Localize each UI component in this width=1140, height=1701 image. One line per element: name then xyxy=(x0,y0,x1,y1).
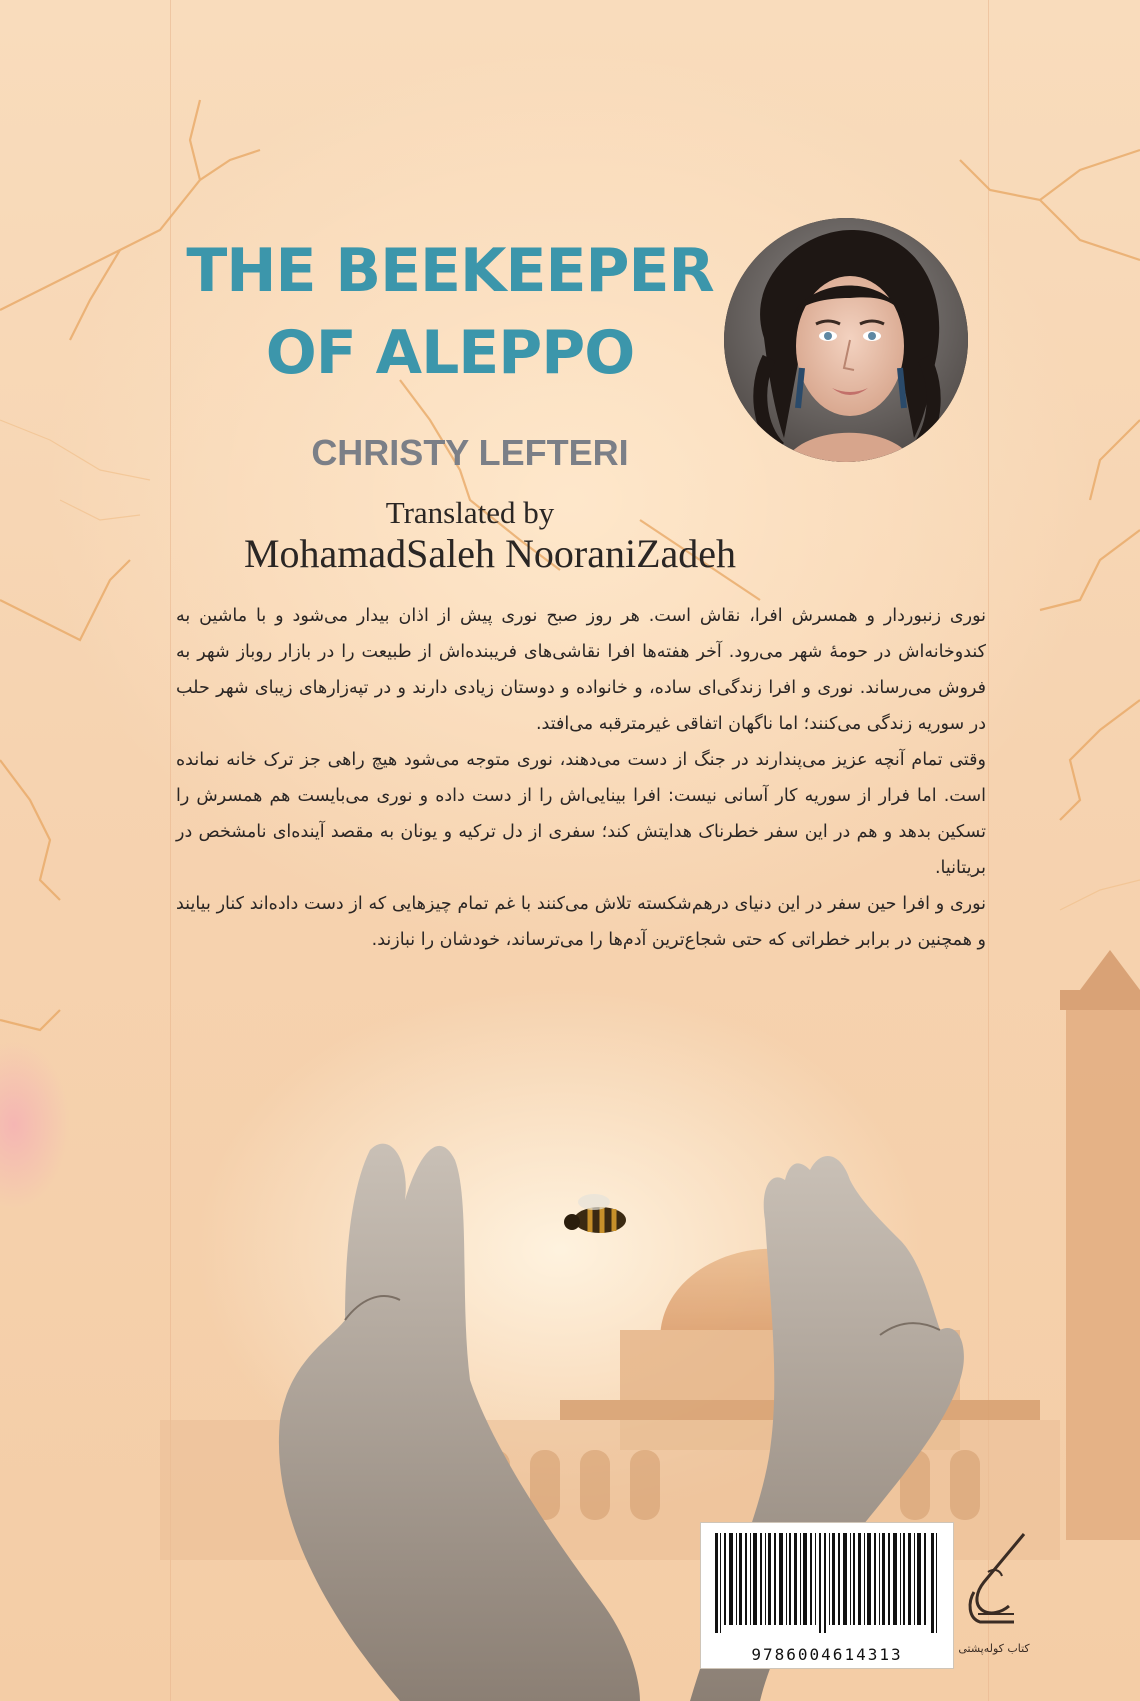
bee-icon xyxy=(564,1194,626,1233)
isbn-barcode xyxy=(700,1522,954,1669)
isbn-number: 9786004614313 xyxy=(751,1645,903,1664)
backpack-book-logo-icon xyxy=(954,1522,1034,1632)
publisher-logo xyxy=(954,1522,1034,1667)
blurb-paragraph: وقتی تمام آنچه عزیز می‌پندارند در جنگ از دست می‌دهند، نوری متوجه می‌شود هیچ راهی جز ترک خانه نمانده است. اما فرار از سوریه کار آسانی نیست: افرا بینایی‌اش را از دست داده و نوری می‌بایست هم همسرش را تسکین بدهد و هم در این سفر خطرناک هدایتش کند؛ سفری از دل ترکیه و یونان به مقصد آینده‌ای نامشخص در بریتانیا. xyxy=(176,750,986,878)
publisher-name: کتاب کوله‌پشتی xyxy=(958,1642,1030,1655)
translated-by-label: Translated by xyxy=(385,495,555,530)
book-title-line-2: OF ALEPPO xyxy=(265,318,635,388)
translator-name: MohamadSaleh NooraniZadeh xyxy=(243,531,737,576)
book-title-line-1: THE BEEKEEPER xyxy=(186,236,714,306)
blurb-paragraph: نوری و افرا حین سفر در این دنیای درهم‌شکسته تلاش می‌کنند با غم تمام چیزهایی که از دست داده‌اند کنار بیایند و همچنین در برابر خطراتی که حتی شجاع‌ترین آدم‌ها را می‌ترساند، خودشان را نبازند. xyxy=(176,894,986,950)
author-name: CHRISTY LEFTERI xyxy=(311,432,629,473)
blurb-paragraph: نوری زنبوردار و همسرش افرا، نقاش است. هر روز صبح نوری پیش از اذان بیدار می‌شود و با ماشین به کندوخانه‌اش در حومهٔ شهر می‌رود. آخر هفته‌ها افرا نقاشی‌های فریبنده‌اش از طبیعت را در بازار روباز شهر به فروش می‌رساند. نوری و افرا زندگی‌ای ساده، و خانواده و دوستان زیادی دارند و در تپه‌زارهای زیبای شهر حلب در سوریه زندگی می‌کنند؛ اما ناگهان اتفاقی غیرمترقبه می‌افتد. xyxy=(176,606,986,734)
barcode-bars xyxy=(701,1523,953,1641)
